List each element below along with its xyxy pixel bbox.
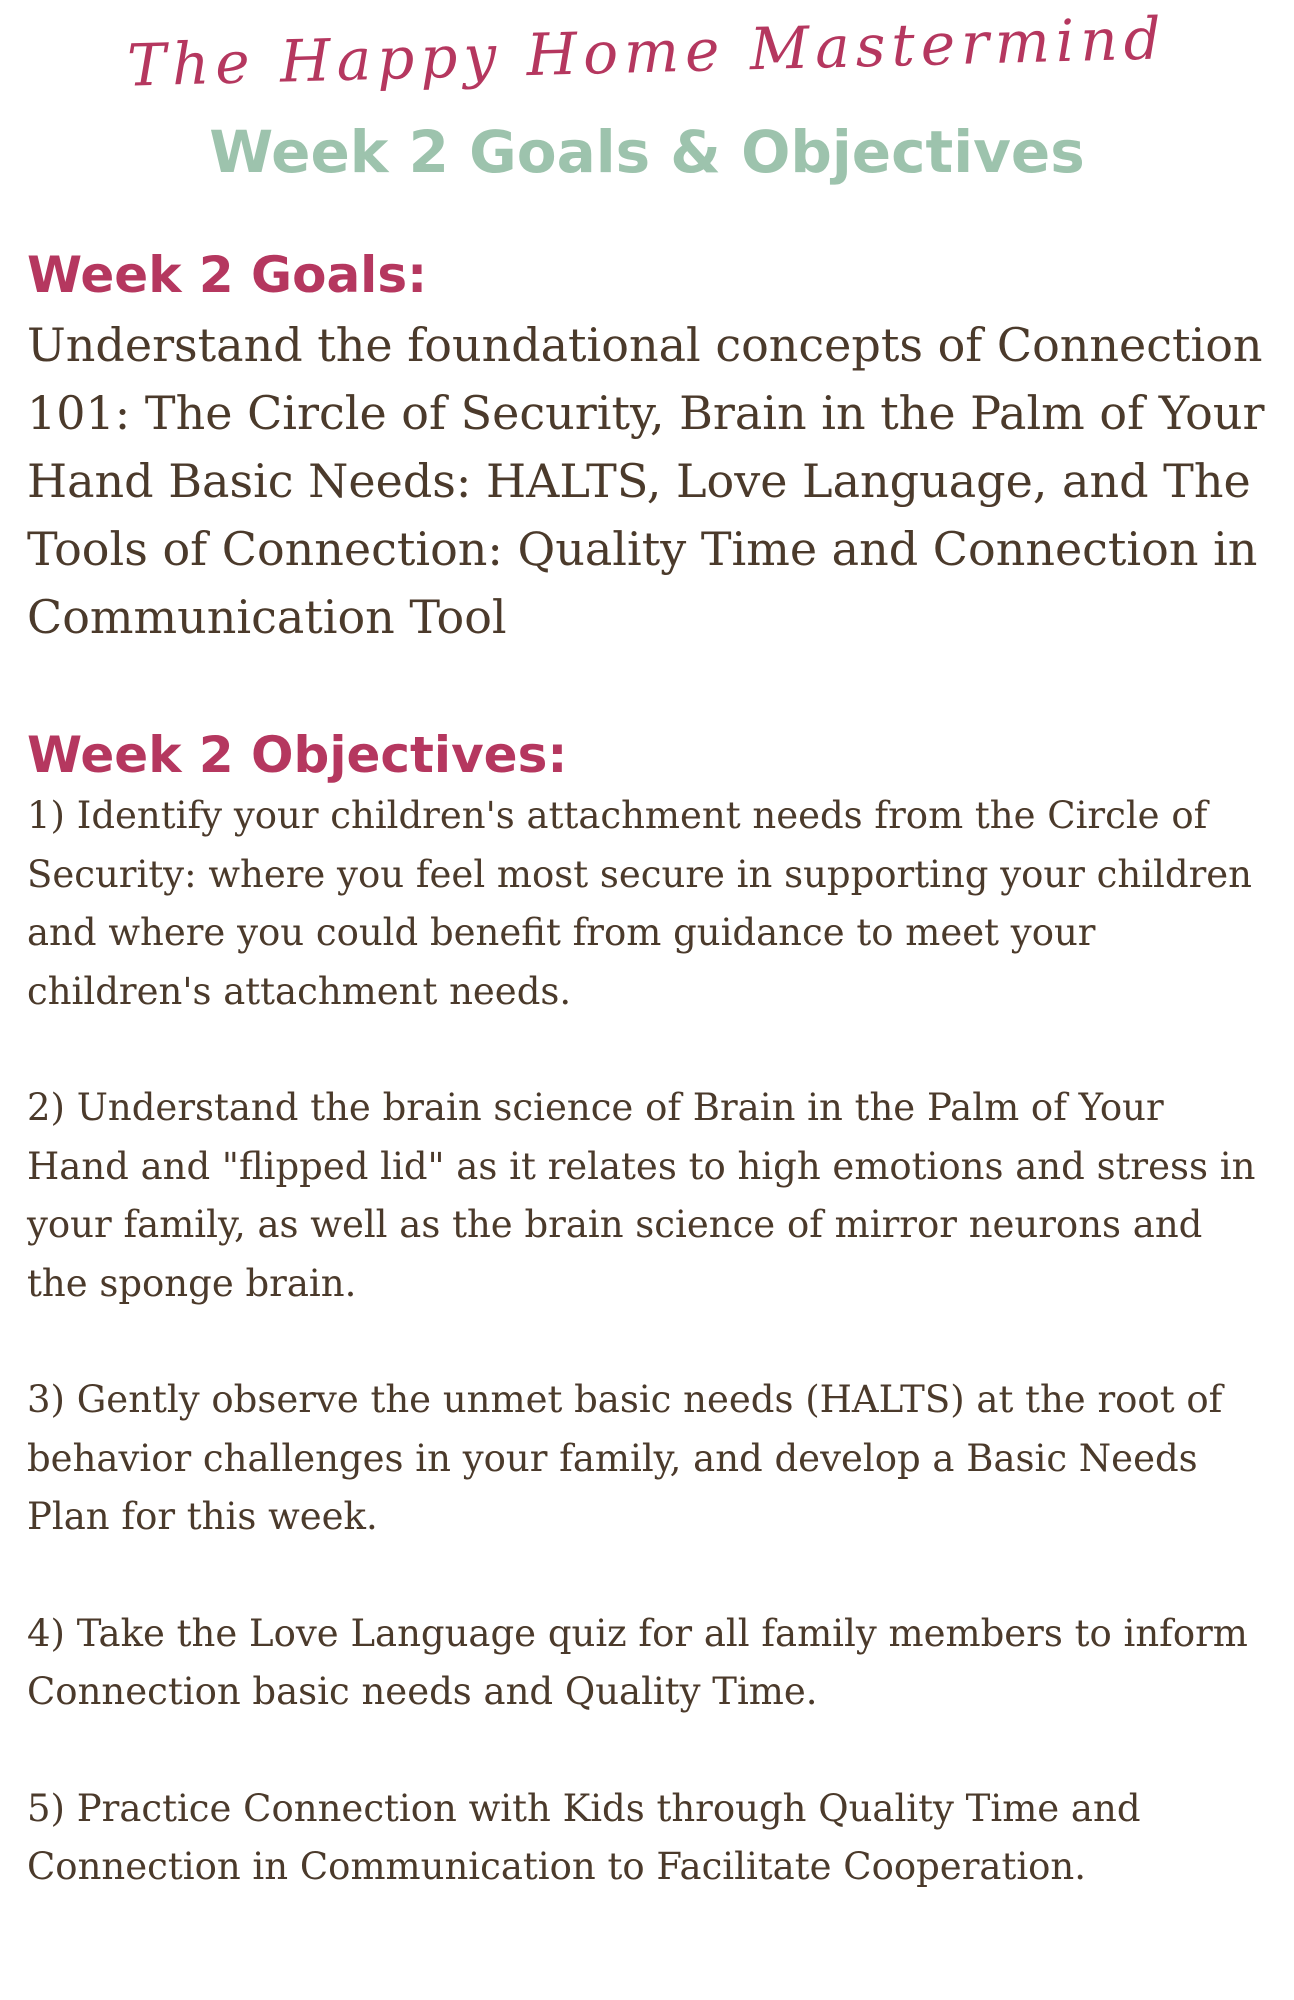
objective-item-1: 1) Identify your children's attachment needs from the Circle of Security: where you feel most secure in supporting your children and where you could benefit from guidance to meet your children's attachment needs.	[27, 794, 1252, 1013]
page-subtitle: Week 2 Goals & Objectives	[209, 118, 1085, 186]
objective-item-2: 2) Understand the brain science of Brain in the Palm of Your Hand and "flipped lid" as it relates to high emotions and stress in your family, as well as the brain science of mirror neurons and the sponge brain.	[27, 1086, 1256, 1305]
objectives-heading: Week 2 Objectives:	[27, 726, 568, 784]
objective-item-5: 5) Practice Connection with Kids through Quality Time and Connection in Communication to Facilitate Cooperation.	[27, 1786, 1141, 1888]
goals-heading: Week 2 Goals:	[27, 246, 428, 304]
objective-item-3: 3) Gently observe the unmet basic needs (HALTS) at the root of behavior challenges in your family, and develop a Basic Needs Plan for this week.	[27, 1378, 1223, 1538]
goals-text: Understand the foundational concepts of Connection 101: The Circle of Security, Brain in the Palm of Your Hand Basic Needs: HALTS, Love Language, and The Tools of Connection: Quality Time and Connection in Communication Tool	[27, 318, 1265, 644]
script-title: The Happy Home Mastermind	[126, 4, 1168, 100]
objectives-section	[27, 725, 1267, 1955]
objectives-list	[27, 787, 1267, 1897]
objective-item-4: 4) Take the Love Language quiz for all family members to inform Connection basic needs and Quality Time.	[27, 1611, 1248, 1713]
goals-section	[27, 245, 1267, 651]
